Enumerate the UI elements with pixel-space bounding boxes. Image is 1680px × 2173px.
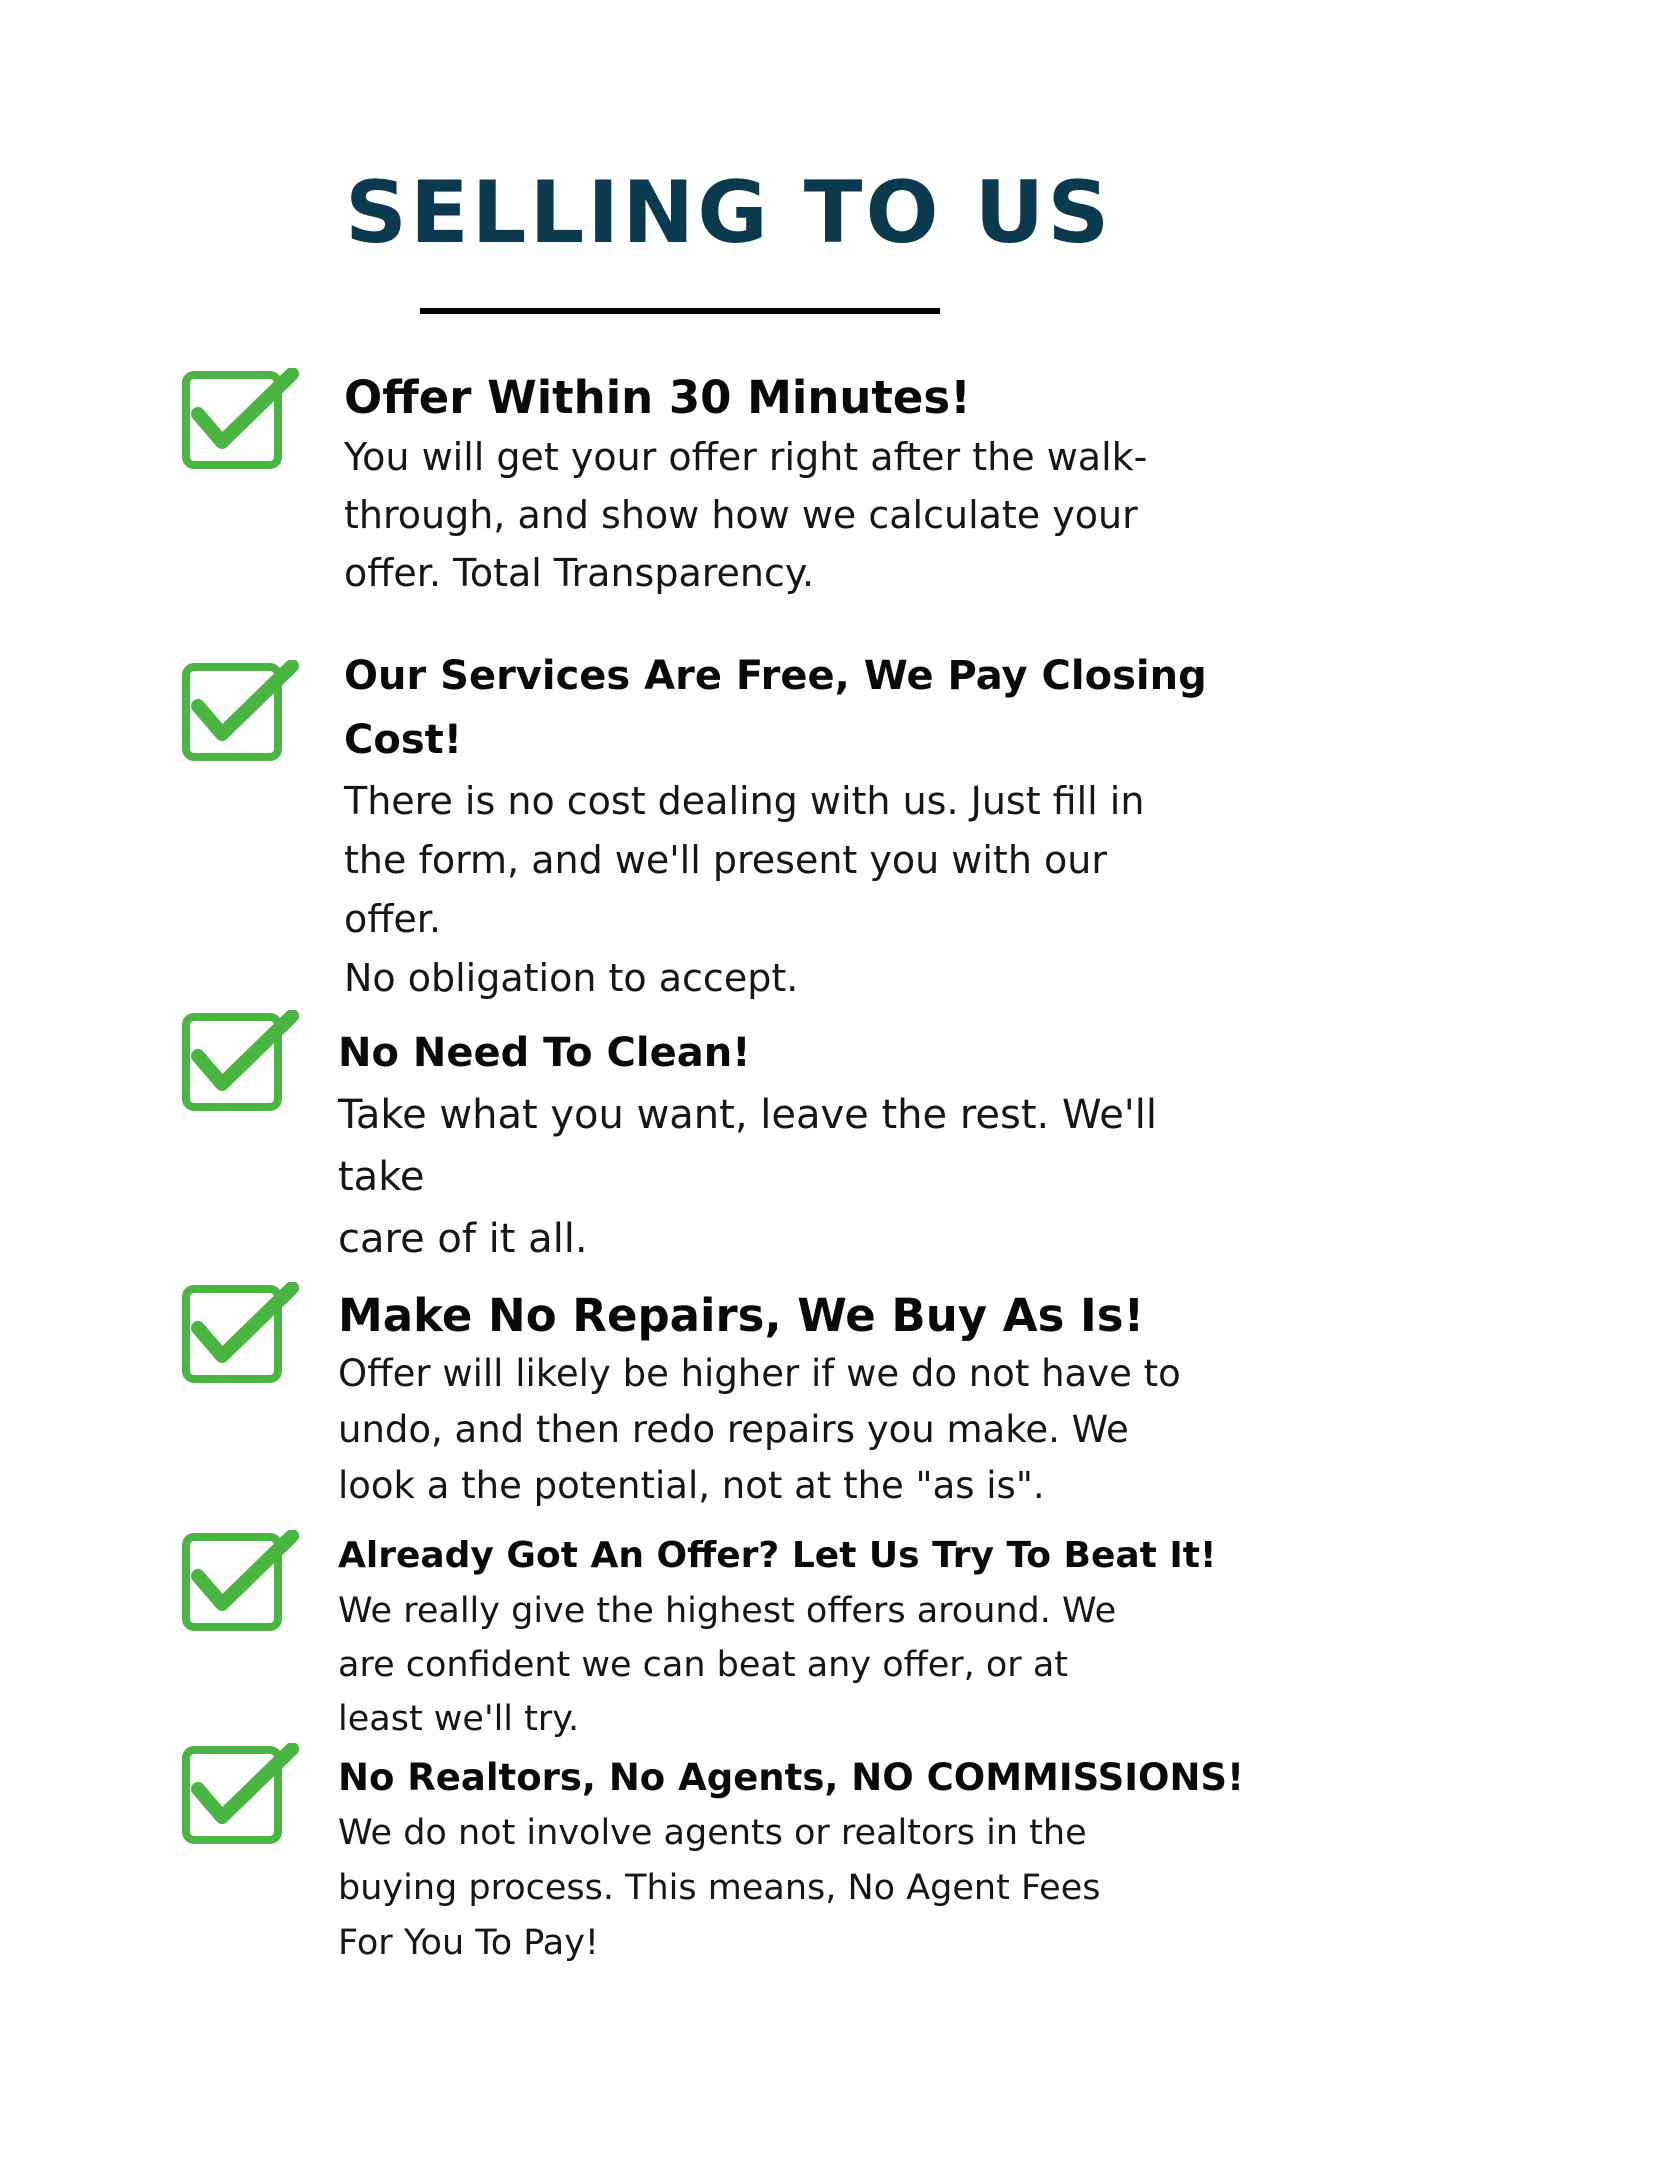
feature-title: No Need To Clean! — [338, 1030, 751, 1076]
checkbox-checked-icon — [180, 1743, 300, 1847]
checkbox-checked-icon — [180, 1282, 300, 1386]
checkbox-checked-icon — [180, 1010, 300, 1114]
feature-description: You will get your offer right after the walk- through, and show how we calculate your offer. Total Transparency. — [344, 435, 1148, 595]
checkbox-checked-icon — [180, 368, 300, 472]
feature-title: Already Got An Offer? Let Us Try To Beat It! — [338, 1535, 1217, 1576]
feature-title: Make No Repairs, We Buy As Is! — [338, 1289, 1145, 1342]
checkbox-checked-icon — [180, 1530, 300, 1634]
feature-title: Our Services Are Free, We Pay Closing Cost! — [344, 653, 1207, 763]
feature-description: Take what you want, leave the rest. We'll take care of it all. — [338, 1092, 1158, 1262]
feature-description: Offer will likely be higher if we do not have to undo, and then redo repairs you make. We look a the potential, not at the "as is". — [338, 1352, 1181, 1507]
feature-title: No Realtors, No Agents, NO COMMISSIONS! — [338, 1756, 1244, 1799]
feature-title: Offer Within 30 Minutes! — [344, 371, 971, 424]
feature-description: There is no cost dealing with us. Just fill in the form, and we'll present you with our offer. No obligation to accept. — [344, 779, 1145, 1000]
title-underline — [420, 308, 940, 314]
feature-description: We do not involve agents or realtors in the buying process. This means, No Agent Fees For You To Pay! — [338, 1813, 1101, 1963]
feature-description: We really give the highest offers around. We are confident we can beat any offer, or at least we'll try. — [338, 1591, 1117, 1739]
checkbox-checked-icon — [180, 660, 300, 764]
page-title: SELLING TO US — [345, 163, 1113, 263]
